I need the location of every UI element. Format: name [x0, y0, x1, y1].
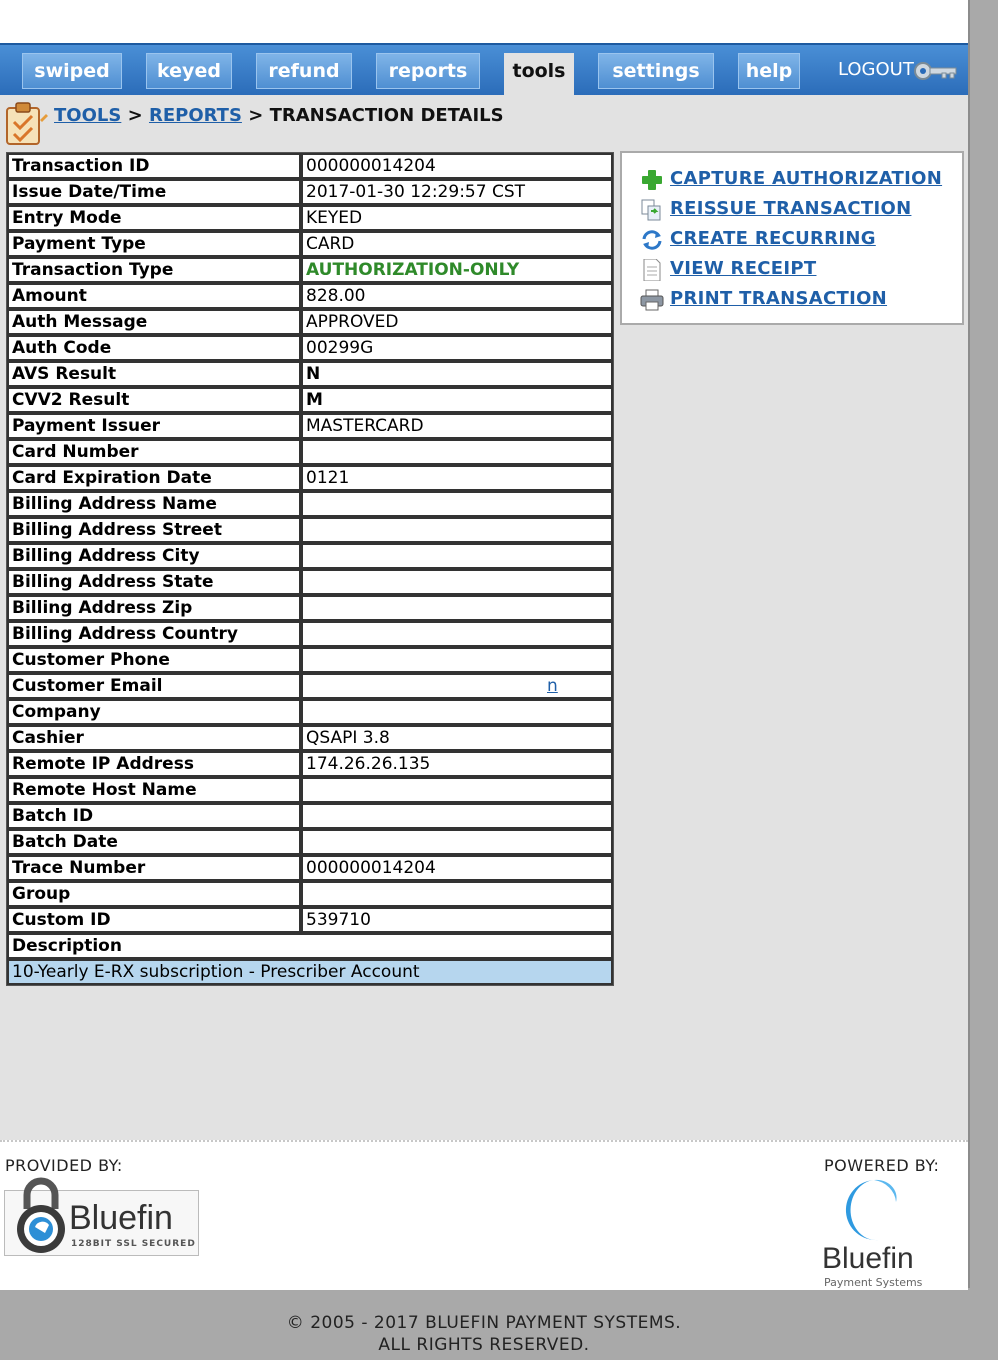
detail-label: Billing Address Country	[7, 621, 301, 647]
detail-label: Billing Address State	[7, 569, 301, 595]
detail-row	[7, 907, 613, 933]
detail-label: Amount	[7, 283, 301, 309]
rights-line: ALL RIGHTS RESERVED.	[378, 1335, 590, 1355]
printer-icon	[640, 289, 664, 311]
detail-label: Batch Date	[7, 829, 301, 855]
detail-label: Issue Date/Time	[7, 179, 301, 205]
detail-value	[301, 803, 613, 829]
detail-value: CARD	[301, 231, 613, 257]
detail-row	[7, 673, 613, 699]
description-label: Description	[7, 933, 613, 959]
content-area	[0, 95, 968, 1140]
detail-row	[7, 309, 613, 335]
detail-value	[301, 647, 613, 673]
detail-value: QSAPI 3.8	[301, 725, 613, 751]
detail-label: Auth Message	[7, 309, 301, 335]
tab-tools[interactable]: tools	[504, 53, 574, 97]
detail-label: Company	[7, 699, 301, 725]
detail-label: Group	[7, 881, 301, 907]
detail-label: Billing Address City	[7, 543, 301, 569]
tab-refund[interactable]: refund	[256, 53, 352, 89]
email-link-text[interactable]: n	[547, 676, 558, 696]
detail-label: Billing Address Street	[7, 517, 301, 543]
detail-value	[301, 543, 613, 569]
detail-row	[7, 777, 613, 803]
detail-value	[301, 621, 613, 647]
detail-label: CVV2 Result	[7, 387, 301, 413]
detail-value	[301, 881, 613, 907]
detail-row	[7, 569, 613, 595]
detail-label: Remote Host Name	[7, 777, 301, 803]
capture-authorization-link[interactable]: CAPTURE AUTHORIZATION	[670, 168, 943, 189]
detail-label: Payment Issuer	[7, 413, 301, 439]
transaction-type-value: AUTHORIZATION-ONLY	[301, 257, 613, 283]
logo-text: Bluefin	[822, 1242, 914, 1275]
detail-value	[301, 777, 613, 803]
detail-value	[301, 491, 613, 517]
detail-row	[7, 413, 613, 439]
badge-logo-text: Bluefin	[69, 1199, 173, 1237]
main-nav	[0, 43, 968, 97]
breadcrumb-current: TRANSACTION DETAILS	[269, 105, 504, 126]
detail-row	[7, 465, 613, 491]
detail-value	[301, 517, 613, 543]
description-header-row	[7, 933, 613, 959]
detail-label: Card Expiration Date	[7, 465, 301, 491]
detail-row	[7, 543, 613, 569]
detail-value: 2017-01-30 12:29:57 CST	[301, 179, 613, 205]
detail-row	[7, 257, 613, 283]
reissue-icon	[640, 199, 664, 221]
detail-label: Trace Number	[7, 855, 301, 881]
logout-link[interactable]: LOGOUT	[838, 59, 914, 80]
detail-value: 000000014204	[301, 855, 613, 881]
detail-label: Transaction Type	[7, 257, 301, 283]
detail-value: 539710	[301, 907, 613, 933]
detail-row	[7, 491, 613, 517]
powered-by-label: POWERED BY:	[824, 1156, 940, 1175]
detail-label: Billing Address Zip	[7, 595, 301, 621]
detail-row	[7, 647, 613, 673]
detail-row	[7, 725, 613, 751]
view-receipt-link[interactable]: VIEW RECEIPT	[670, 258, 817, 279]
detail-label: Card Number	[7, 439, 301, 465]
detail-value	[301, 829, 613, 855]
detail-value: 828.00	[301, 283, 613, 309]
description-value-row	[7, 959, 613, 985]
detail-value: 00299G	[301, 335, 613, 361]
customer-email-link[interactable]	[301, 673, 613, 699]
logo-subtext: Payment Systems	[824, 1276, 923, 1289]
bluefin-logo	[820, 1178, 960, 1288]
breadcrumb-separator: >	[127, 105, 143, 126]
detail-row	[7, 803, 613, 829]
detail-label: Batch ID	[7, 803, 301, 829]
detail-row	[7, 179, 613, 205]
print-transaction-link[interactable]: PRINT TRANSACTION	[670, 288, 888, 309]
detail-row	[7, 751, 613, 777]
clipboard-icon	[4, 100, 48, 146]
detail-label: Remote IP Address	[7, 751, 301, 777]
fin-logo-icon	[834, 1178, 906, 1244]
detail-value: 0121	[301, 465, 613, 491]
reissue-transaction-link[interactable]: REISSUE TRANSACTION	[670, 198, 912, 219]
detail-row	[7, 595, 613, 621]
provided-by-label: PROVIDED BY:	[5, 1156, 123, 1175]
footer	[0, 1140, 968, 1290]
detail-label: Customer Phone	[7, 647, 301, 673]
detail-row	[7, 439, 613, 465]
detail-label: AVS Result	[7, 361, 301, 387]
detail-label: Billing Address Name	[7, 491, 301, 517]
actions-panel	[620, 151, 964, 325]
breadcrumb-separator: >	[248, 105, 264, 126]
detail-row	[7, 621, 613, 647]
detail-row	[7, 231, 613, 257]
transaction-details-table	[6, 152, 614, 986]
detail-row	[7, 855, 613, 881]
detail-label: Transaction ID	[7, 153, 301, 179]
detail-value: 174.26.26.135	[301, 751, 613, 777]
detail-value: KEYED	[301, 205, 613, 231]
tab-settings[interactable]: settings	[598, 53, 714, 89]
detail-label: Entry Mode	[7, 205, 301, 231]
breadcrumb-tools-link[interactable]: TOOLS	[54, 105, 122, 126]
detail-row	[7, 335, 613, 361]
detail-value	[301, 699, 613, 725]
detail-value	[301, 439, 613, 465]
receipt-icon	[640, 259, 664, 281]
detail-row	[7, 517, 613, 543]
detail-row	[7, 283, 613, 309]
detail-row	[7, 699, 613, 725]
detail-label: Cashier	[7, 725, 301, 751]
detail-row	[7, 361, 613, 387]
recurring-icon	[640, 229, 664, 251]
tab-keyed[interactable]: keyed	[146, 53, 232, 89]
detail-row	[7, 881, 613, 907]
detail-value: 000000014204	[301, 153, 613, 179]
detail-row	[7, 829, 613, 855]
description-value: 10-Yearly E-RX subscription - Prescriber Account	[7, 959, 613, 985]
tab-reports[interactable]: reports	[376, 53, 480, 89]
ssl-secured-text: 128BIT SSL SECURED	[71, 1239, 196, 1249]
detail-value	[301, 595, 613, 621]
key-icon[interactable]	[912, 60, 960, 82]
detail-value	[301, 569, 613, 595]
detail-value: N	[301, 361, 613, 387]
copyright	[0, 1312, 968, 1356]
detail-label: Customer Email	[7, 673, 301, 699]
detail-value: M	[301, 387, 613, 413]
detail-label: Payment Type	[7, 231, 301, 257]
breadcrumb	[54, 105, 504, 126]
detail-row	[7, 205, 613, 231]
tab-swiped[interactable]: swiped	[22, 53, 122, 89]
detail-label: Auth Code	[7, 335, 301, 361]
detail-label: Custom ID	[7, 907, 301, 933]
detail-row	[7, 387, 613, 413]
ssl-badge	[4, 1190, 199, 1256]
detail-row	[7, 153, 613, 179]
copyright-line: © 2005 - 2017 BLUEFIN PAYMENT SYSTEMS.	[286, 1313, 682, 1333]
detail-value: APPROVED	[301, 309, 613, 335]
detail-value: MASTERCARD	[301, 413, 613, 439]
plus-icon	[640, 169, 664, 191]
lock-icon	[11, 1175, 71, 1257]
tab-help[interactable]: help	[738, 53, 800, 89]
create-recurring-link[interactable]: CREATE RECURRING	[670, 228, 876, 249]
breadcrumb-reports-link[interactable]: REPORTS	[148, 105, 242, 126]
